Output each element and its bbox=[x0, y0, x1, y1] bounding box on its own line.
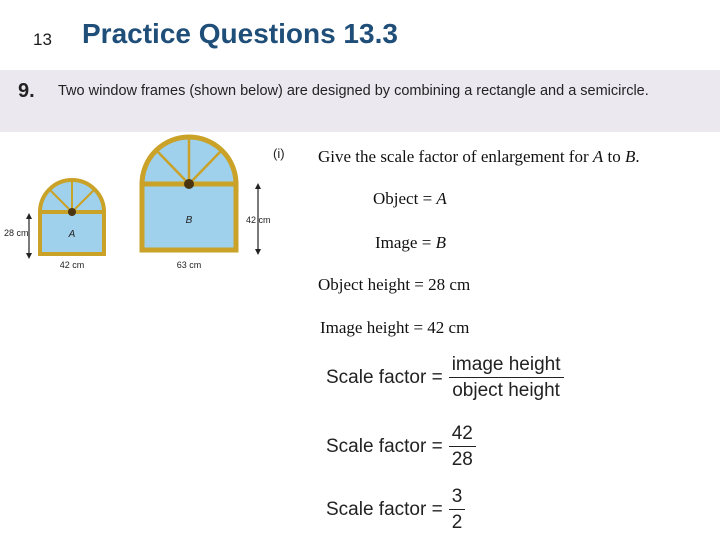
step2-numerator: 42 bbox=[449, 423, 476, 447]
scale-factor-step-1 bbox=[326, 354, 564, 402]
object-height-line: Object height = 28 cm bbox=[318, 275, 471, 294]
scale-factor-label: Scale factor = bbox=[326, 499, 443, 520]
scale-factor-label: Scale factor = bbox=[326, 367, 443, 388]
scale-factor-label: Scale factor = bbox=[326, 436, 443, 457]
frame-a-width-label: 42 cm bbox=[59, 260, 85, 270]
window-frames-diagram bbox=[0, 134, 290, 274]
frame-b-height-label: 42 cm bbox=[246, 215, 271, 225]
image-height-line: Image height = 42 cm bbox=[320, 318, 470, 337]
frame-b-width-label: 63 cm bbox=[176, 260, 202, 270]
question-number: 9. bbox=[18, 80, 35, 102]
window-frame-a bbox=[40, 180, 104, 254]
page-title: Practice Questions 13.3 bbox=[82, 18, 398, 49]
frame-b-label: B bbox=[185, 215, 193, 226]
chapter-number: 13 bbox=[33, 30, 52, 49]
frame-a-label: A bbox=[68, 229, 76, 240]
frame-a-height-label: 28 cm bbox=[4, 228, 29, 238]
step3-numerator: 3 bbox=[449, 486, 466, 510]
scale-factor-step-3 bbox=[326, 486, 465, 534]
step3-denominator: 2 bbox=[451, 512, 463, 533]
object-line: Object = A bbox=[373, 189, 447, 208]
window-frame-b bbox=[142, 137, 236, 250]
step1-denominator: object height bbox=[452, 380, 560, 401]
part-label: (i) bbox=[273, 146, 285, 161]
solution-prompt: Give the scale factor of enlargement for A to B. bbox=[318, 147, 640, 166]
image-line: Image = B bbox=[375, 233, 446, 252]
scale-factor-step-2 bbox=[326, 423, 476, 471]
step1-numerator: image height bbox=[449, 354, 564, 378]
step2-denominator: 28 bbox=[451, 449, 473, 470]
question-text: Two window frames (shown below) are designed by combining a rectangle and a semicircle. bbox=[58, 83, 649, 99]
